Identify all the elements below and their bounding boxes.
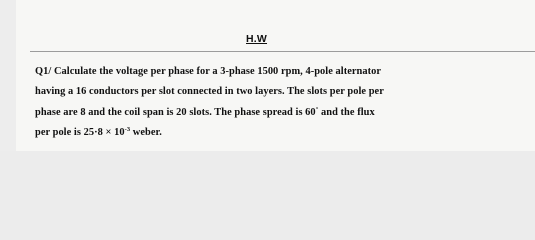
degree-symbol: ° [315, 106, 319, 113]
question-line-4-suffix: weber. [130, 127, 162, 138]
question-line-1: Q1/ Calculate the voltage per phase for a 3-phase 1500 rpm, 4-pole alternator [35, 66, 382, 77]
title-divider [30, 51, 535, 52]
question-line-3-suffix: and the flux [318, 107, 375, 118]
question-line-3-prefix: phase are 8 and the coil span is 20 slots. The phase spread is 60 [35, 107, 316, 118]
question-line-2: having a 16 conductors per slot connected in two layers. The slots per pole per [35, 86, 384, 97]
page-title: H.W [246, 33, 268, 45]
flux-exponent: -3 [124, 126, 131, 133]
question-line-3 [35, 106, 375, 118]
question-line-4 [35, 126, 162, 138]
question-line-4-prefix: per pole is 25·8 × 10 [35, 127, 125, 138]
